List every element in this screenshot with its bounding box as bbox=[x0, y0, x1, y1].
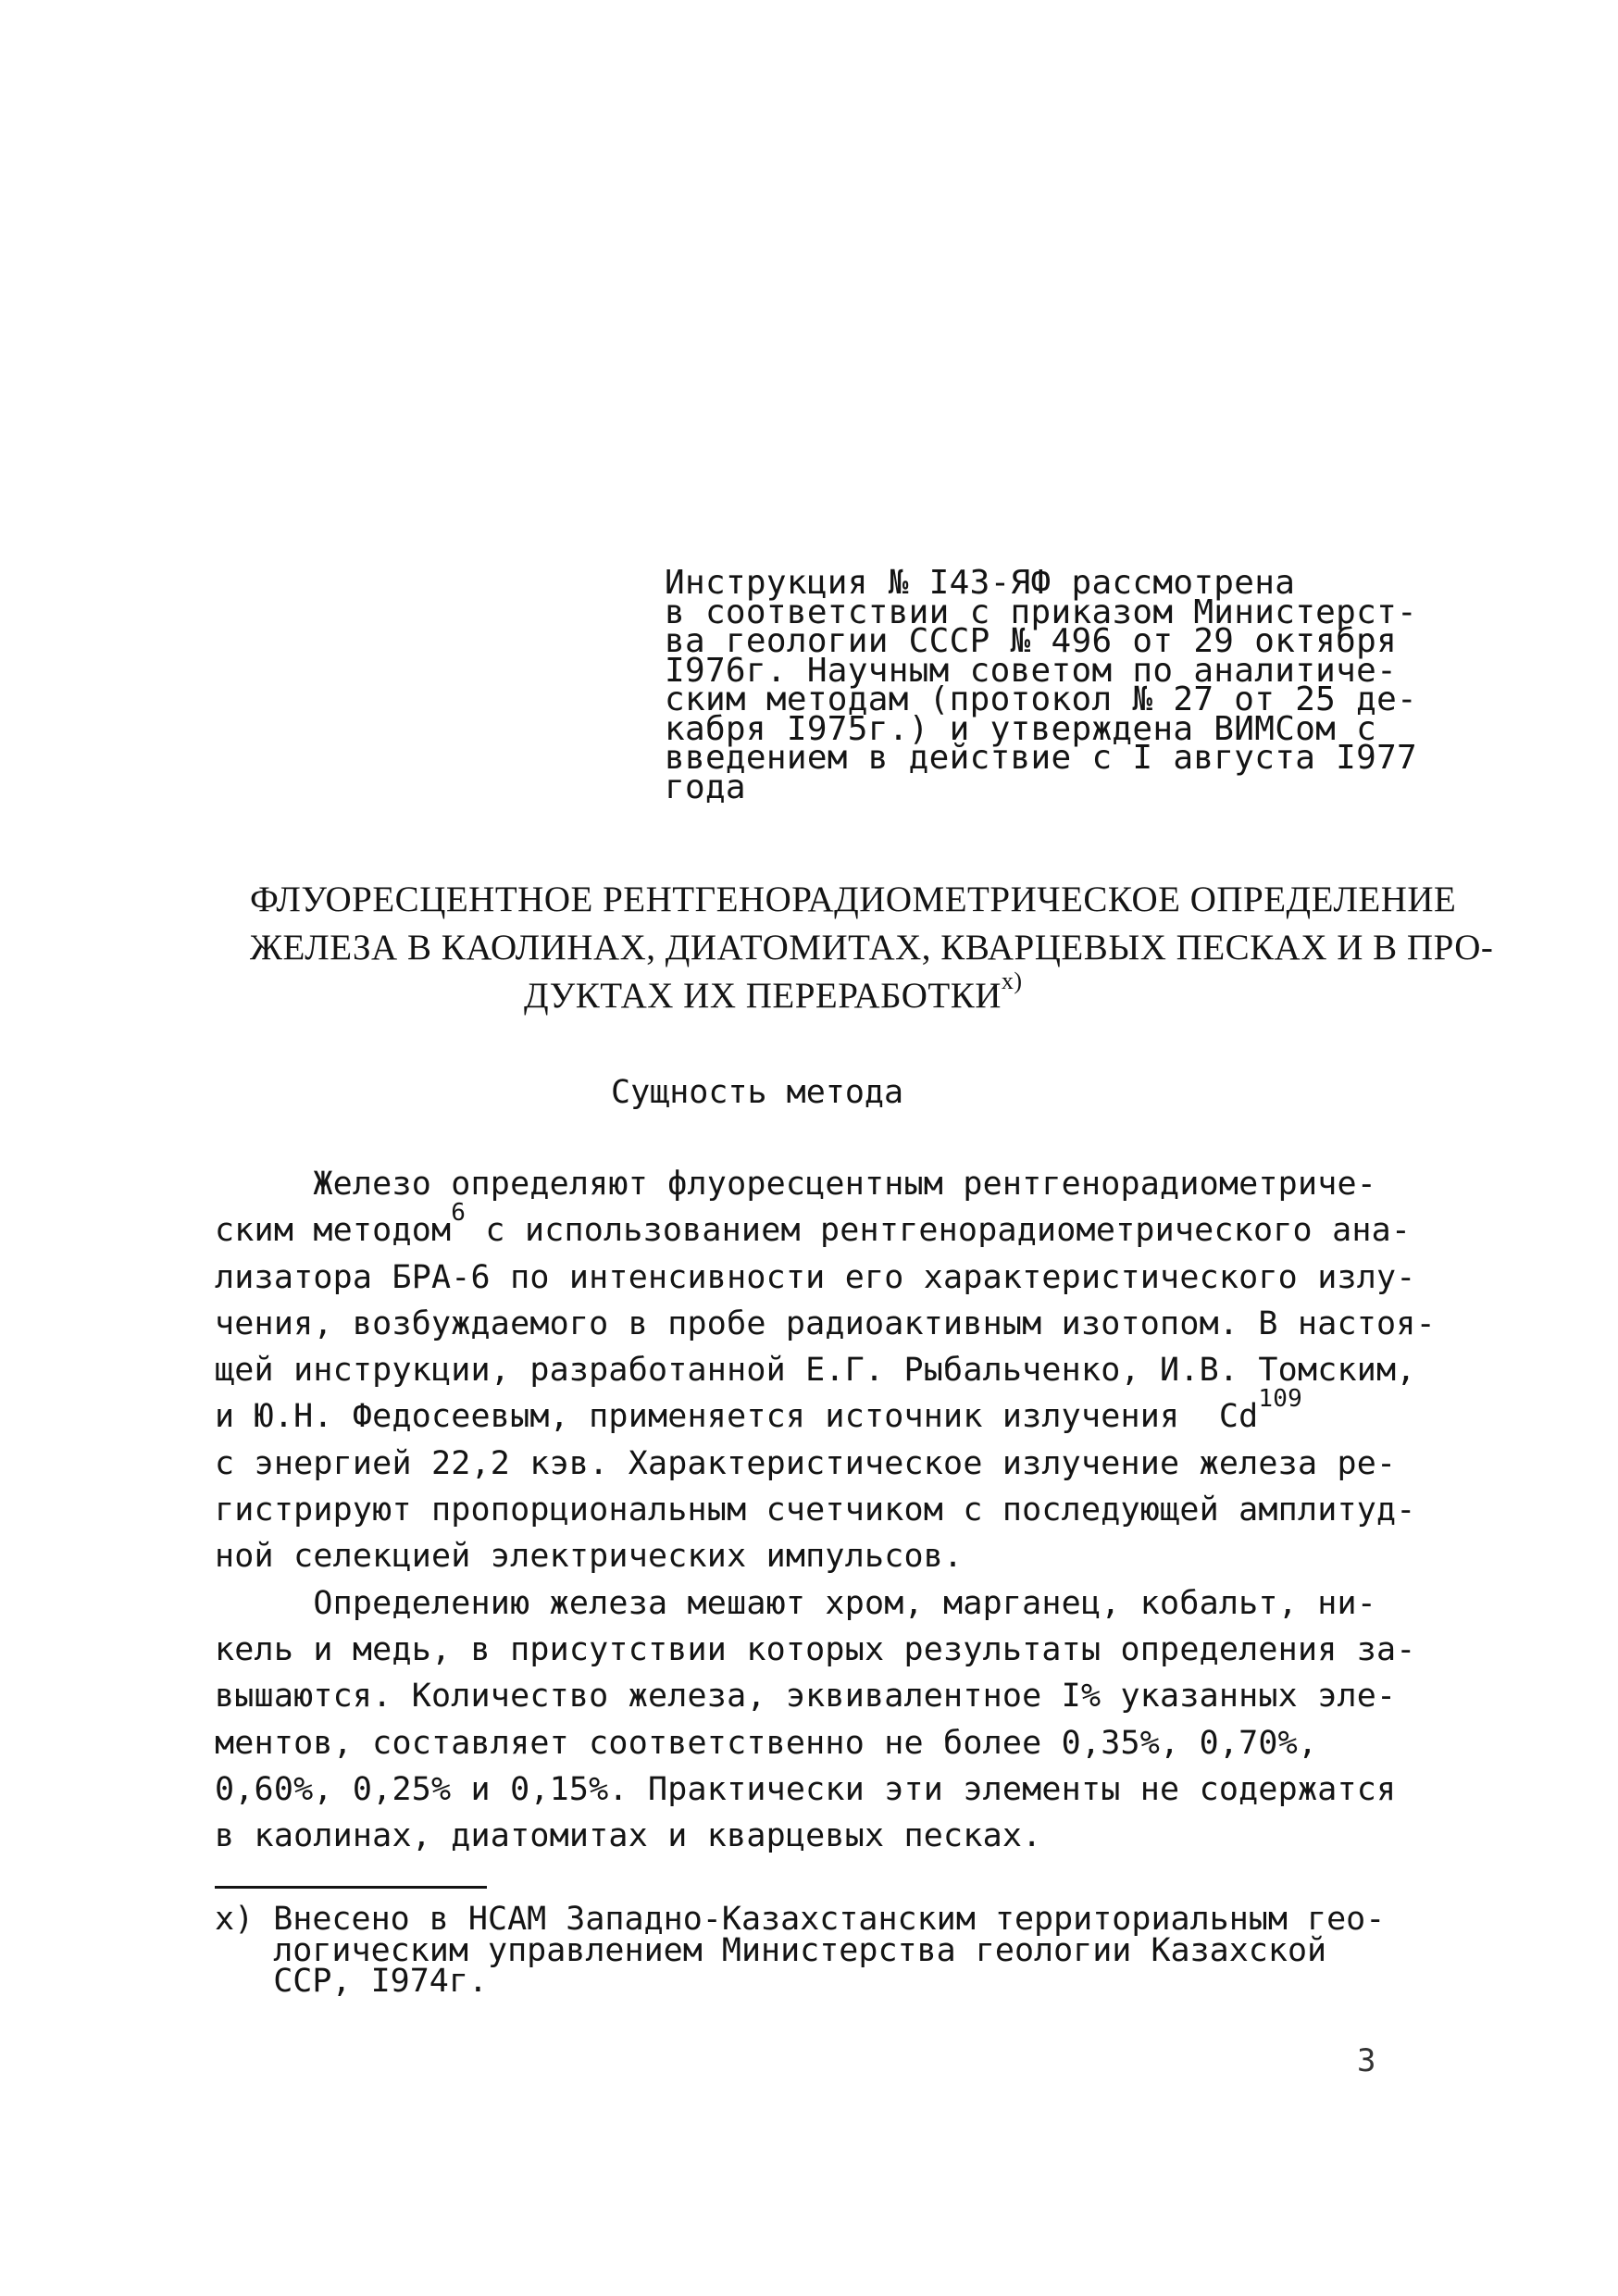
approval-note-line: I976г. Научным советом по аналитиче- bbox=[665, 651, 1398, 690]
page-number: 3 bbox=[1357, 2042, 1376, 2079]
footnote-line: x) Внесено в НСАМ Западно-Казахстанским территориальным гео- bbox=[215, 1901, 1386, 1938]
title-footnote-marker: x) bbox=[1001, 967, 1023, 994]
approval-note bbox=[665, 564, 1418, 806]
body-line: вышаются. Количество железа, эквивалентное I% указанных эле- bbox=[215, 1678, 1397, 1716]
body-line-part: ским методом bbox=[215, 1212, 452, 1250]
footnote-line: ССР, I974г. bbox=[215, 1963, 489, 2000]
reference-superscript: 6 bbox=[451, 1198, 467, 1227]
body-line: лизатора БРА-6 по интенсивности его характеристического излу- bbox=[215, 1258, 1416, 1296]
title-line: ФЛУОРЕСЦЕНТНОЕ РЕНТГЕНОРАДИОМЕТРИЧЕСКОЕ ОПРЕДЕЛЕНИЕ bbox=[250, 880, 1457, 919]
body-line bbox=[215, 1198, 1436, 1261]
approval-note-line: введением в действие с I августа I977 bbox=[665, 739, 1418, 777]
body-line: Железо определяют флуоресцентным рентгенорадиометриче- bbox=[215, 1166, 1377, 1203]
body-line: с энергией 22,2 кэв. Характеристическое излучение железа ре- bbox=[215, 1444, 1397, 1482]
document-title bbox=[250, 880, 1494, 1026]
footnote bbox=[215, 1901, 1386, 2000]
approval-note-line: ва геологии СССР № 496 от 29 октября bbox=[665, 622, 1398, 660]
body-line: 0,60%, 0,25% и 0,15%. Практически эти элементы не содержатся bbox=[215, 1770, 1397, 1808]
body-text bbox=[215, 1168, 1436, 1866]
footnote-line: логическим управлением Министерства геологии Казахской bbox=[215, 1931, 1327, 1969]
title-line: ЖЕЛЕЗА В КАОЛИНАХ, ДИАТОМИТАХ, КВАРЦЕВЫХ ПЕСКАХ И В ПРО- bbox=[250, 928, 1494, 967]
body-line-part: с использованием рентгенорадиометрического ана- bbox=[466, 1212, 1412, 1250]
approval-note-line: Инструкция № I43-ЯФ рассмотрена bbox=[665, 564, 1296, 602]
body-line: кель и медь, в присутствии которых результаты определения за- bbox=[215, 1630, 1416, 1668]
section-heading: Сущность метода bbox=[611, 1074, 904, 1111]
approval-note-line: кабря I975г.) и утверждена ВИМСом с bbox=[665, 709, 1377, 748]
approval-note-line: года bbox=[665, 767, 746, 806]
body-line: чения, возбуждаемого в пробе радиоактивным изотопом. В настоя- bbox=[215, 1304, 1436, 1342]
body-line: ментов, составляет соответственно не более 0,35%, 0,70%, bbox=[215, 1724, 1318, 1762]
title-line-text: ДУКТАХ ИХ ПЕРЕРАБОТКИ bbox=[524, 976, 1002, 1016]
footnote-separator bbox=[215, 1886, 487, 1889]
body-line bbox=[215, 1384, 1436, 1447]
body-line: Определению железа мешают хром, марганец, кобальт, ни- bbox=[215, 1584, 1377, 1622]
body-line: щей инструкции, разработанной Е.Г. Рыбальченко, И.В. Томским, bbox=[215, 1352, 1416, 1390]
body-line: в каолинах, диатомитах и кварцевых песках. bbox=[215, 1817, 1042, 1855]
body-line-part: и Ю.Н. Федосеевым, применяется источник излучения Cd bbox=[215, 1398, 1259, 1436]
body-line: гистрируют пропорциональным счетчиком с последующей амплитуд- bbox=[215, 1491, 1416, 1529]
approval-note-line: в соответствии с приказом Министерст- bbox=[665, 593, 1418, 631]
approval-note-line: ским методам (протокол № 27 от 25 де- bbox=[665, 680, 1418, 718]
title-line bbox=[524, 967, 1398, 1026]
body-line: ной селекцией электрических импульсов. bbox=[215, 1538, 964, 1576]
isotope-mass-superscript: 109 bbox=[1258, 1384, 1302, 1413]
